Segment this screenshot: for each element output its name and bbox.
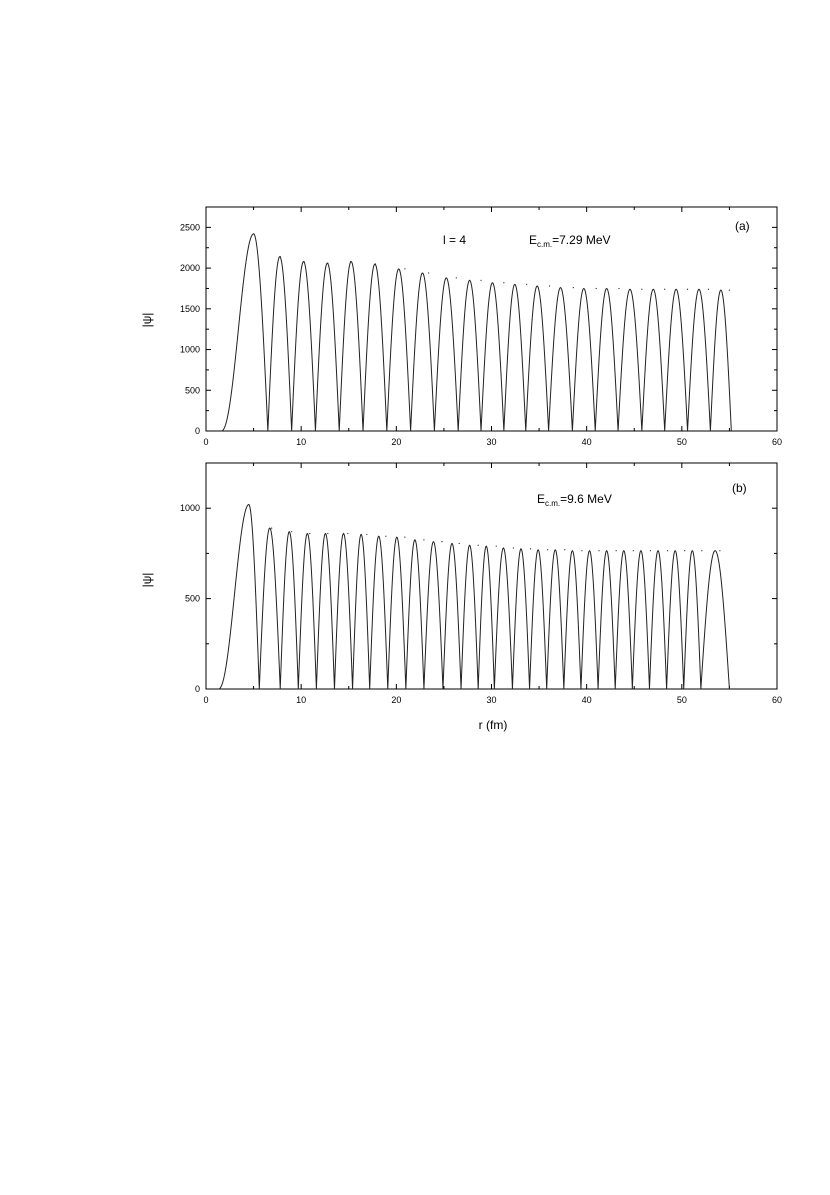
y-axis-title-a: |ψ|	[140, 312, 154, 328]
peak-point-b	[513, 547, 514, 548]
peak-point-b	[616, 550, 617, 551]
peak-point-b	[684, 550, 685, 551]
peak-point-a	[404, 268, 405, 269]
energy-symbol-b: E	[537, 492, 546, 506]
annotation-energy-b	[537, 492, 612, 508]
annotation-l: l = 4	[443, 233, 467, 247]
x-tick-label-b: 50	[676, 695, 687, 705]
peak-point-b	[719, 550, 720, 551]
x-axis-title: r (fm)	[478, 718, 508, 732]
x-tick-label-a: 40	[581, 437, 592, 447]
x-tick-label-a: 0	[203, 437, 209, 447]
x-tick-label-a: 30	[486, 437, 497, 447]
axes-b	[180, 463, 782, 705]
peak-point-b	[385, 536, 386, 537]
peak-point-a	[526, 284, 527, 285]
x-tick-label-b: 10	[296, 695, 307, 705]
peak-point-b	[309, 533, 310, 534]
x-tick-label-a: 60	[771, 437, 783, 447]
peak-point-a	[428, 272, 429, 273]
wavefunction-curve-b	[218, 505, 729, 689]
peak-point-a	[641, 289, 642, 290]
peak-point-b	[564, 549, 565, 550]
peak-point-b	[327, 533, 328, 534]
x-tick-label-b: 60	[771, 695, 783, 705]
y-tick-label-a: 1500	[179, 303, 200, 314]
peak-point-b	[478, 545, 479, 546]
y-tick-label-a: 1000	[179, 344, 200, 355]
axes-a	[180, 207, 782, 447]
peak-point-b	[530, 548, 531, 549]
wavefunction-curve-a	[221, 234, 731, 431]
peak-point-b	[423, 539, 424, 540]
energy-subscript-a: c.m.	[537, 240, 553, 249]
y-tick-label-a: 2000	[179, 263, 200, 274]
peak-point-b	[667, 550, 668, 551]
panel-b	[140, 463, 782, 732]
peak-point-a	[549, 285, 550, 286]
peak-point-b	[441, 541, 442, 542]
peak-point-a	[729, 289, 730, 290]
peak-point-b	[366, 534, 367, 535]
peak-point-b	[633, 550, 634, 551]
peak-point-a	[456, 277, 457, 278]
y-tick-label-b: 1000	[179, 503, 200, 514]
y-tick-label-a: 0	[194, 426, 200, 436]
peak-point-a	[618, 288, 619, 289]
peak-point-b	[459, 543, 460, 544]
peak-point-b	[581, 550, 582, 551]
peak-point-a	[503, 282, 504, 283]
x-tick-label-a: 20	[391, 437, 402, 447]
peak-point-b	[404, 537, 405, 538]
panel-a	[140, 207, 782, 447]
peak-point-a	[708, 289, 709, 290]
y-tick-label-a: 2500	[179, 222, 200, 233]
x-tick-label-b: 40	[581, 695, 592, 705]
energy-value-a: =7.29 MeV	[552, 233, 611, 247]
peak-point-a	[664, 289, 665, 290]
peak-point-a	[687, 289, 688, 290]
y-axis-title-b: |ψ|	[140, 572, 154, 588]
peak-point-b	[271, 527, 272, 528]
peak-point-b	[291, 531, 292, 532]
plot-frame-a	[206, 207, 777, 431]
peak-point-b	[701, 550, 702, 551]
y-tick-label-b: 500	[184, 593, 200, 604]
annotation-energy-a	[529, 233, 611, 249]
panel-label-a: (a)	[735, 219, 750, 233]
peak-point-a	[480, 280, 481, 281]
peak-point-b	[496, 546, 497, 547]
y-tick-label-b: 0	[194, 684, 200, 694]
peak-point-b	[650, 550, 651, 551]
energy-subscript-b: c.m.	[545, 499, 561, 508]
panel-label-b: (b)	[732, 481, 747, 495]
peak-point-b	[547, 549, 548, 550]
x-tick-label-b: 0	[203, 695, 209, 705]
y-tick-label-a: 500	[184, 385, 200, 396]
x-tick-label-b: 20	[391, 695, 402, 705]
plot-frame-b	[206, 463, 777, 689]
energy-symbol-a: E	[529, 233, 538, 247]
peak-point-b	[598, 550, 599, 551]
x-tick-label-a: 10	[296, 437, 307, 447]
x-tick-label-b: 30	[486, 695, 497, 705]
peak-point-a	[596, 288, 597, 289]
energy-value-b: =9.6 MeV	[560, 492, 612, 506]
peak-point-b	[347, 533, 348, 534]
x-tick-label-a: 50	[676, 437, 687, 447]
peak-point-a	[573, 287, 574, 288]
